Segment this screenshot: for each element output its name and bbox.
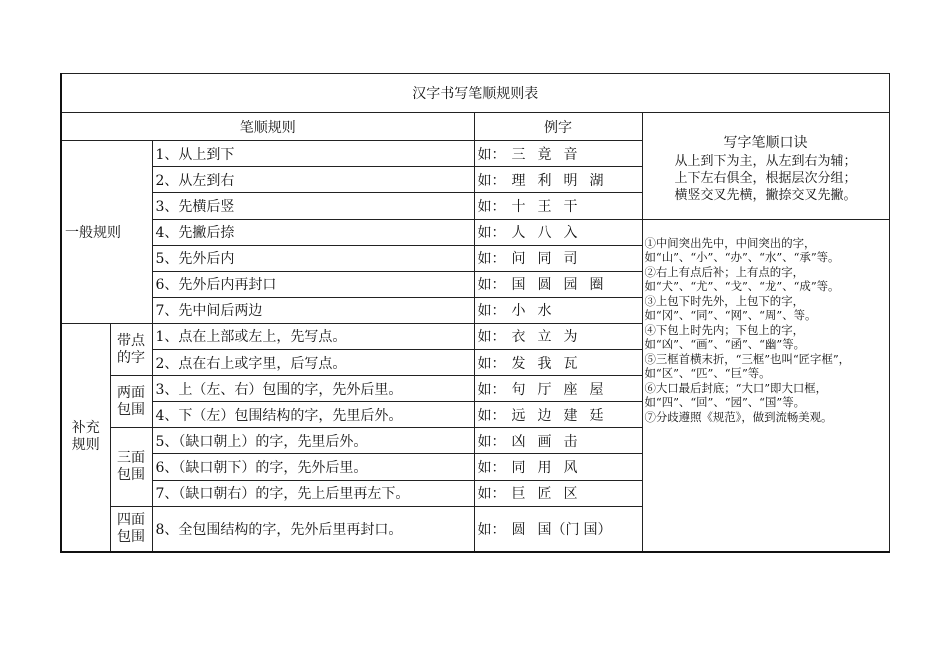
table-row: [61, 219, 889, 245]
rhyme-line: 横竖交叉先横，撇捺交叉先撇。: [674, 187, 857, 203]
example-char: 水: [537, 303, 552, 320]
example-cell: [474, 245, 642, 271]
example-char: 为: [563, 329, 578, 346]
example-char: 座: [563, 381, 578, 398]
example-prefix: 如：: [477, 303, 506, 320]
example-char: 远: [511, 407, 526, 424]
example-char: 司: [563, 251, 578, 268]
example-char: 我: [537, 355, 552, 372]
note-item: ⑦分歧遵照《规范》，做到流畅美观。: [644, 409, 833, 424]
example-char: 画: [537, 433, 552, 450]
rule-text: 8、全包围结构的字，先外后里再封口。: [152, 506, 474, 552]
group-label-line: 包围: [117, 466, 145, 483]
example-char: 干: [563, 199, 578, 216]
rule-text: 2、点在右上或字里，后写点。: [152, 350, 474, 376]
rule-text: 1、点在上部或左上，先写点。: [152, 323, 474, 349]
example-cell: [474, 167, 642, 193]
example-char: 圆: [511, 521, 526, 538]
note-item: ②右上有点后补；上有点的字，如“犬”、“尤”、“戈”、“龙”、“成”等。: [644, 264, 840, 293]
rule-text: 7、（缺口朝右）的字，先上后里再左下。: [152, 480, 474, 506]
example-char: 击: [563, 433, 578, 450]
example-char: 巨: [511, 486, 526, 503]
example-cell: [474, 376, 642, 402]
group-label: [110, 376, 152, 428]
rule-text: 7、先中间后两边: [152, 297, 474, 323]
example-prefix: 如：: [477, 521, 506, 538]
rule-text: 5、（缺口朝上）的字，先里后外。: [152, 428, 474, 454]
example-char: 厅: [537, 381, 552, 398]
example-prefix: 如：: [477, 407, 506, 424]
example-cell: [474, 271, 642, 297]
group-label-line: 包围: [117, 528, 145, 545]
example-char: 人: [511, 225, 526, 242]
example-char: 王: [537, 199, 552, 216]
note-item: ③上包下时先外，上包下的字，如“冈”、“同”、“网”、“周”、等。: [644, 293, 817, 322]
table-title: 汉字书写笔顺规则表: [61, 74, 889, 113]
supplement-category-line: 规则: [71, 437, 100, 454]
supplement-category-line: 补充: [71, 420, 100, 437]
example-char: 句: [511, 381, 526, 398]
example-char: 廷: [589, 407, 604, 424]
group-label-line: 两面: [117, 384, 145, 401]
note-item: ①中间突出先中，中间突出的字，如“山”、“小”、“办”、“水”、“承”等。: [644, 235, 840, 264]
example-char: 匠: [537, 486, 552, 503]
rule-text: 3、先横后竖: [152, 193, 474, 219]
example-prefix: 如：: [477, 146, 506, 163]
example-prefix: 如：: [477, 225, 506, 242]
example-char: 八: [537, 225, 552, 242]
note-item: ④下包上时先内；下包上的字，如“凶”、“画”、“函”、“幽”等。: [644, 322, 805, 351]
example-cell: [474, 219, 642, 245]
example-char: 问: [511, 251, 526, 268]
example-prefix: 如：: [477, 199, 506, 216]
example-char: 音: [563, 146, 578, 163]
group-label-line: 带点: [117, 332, 145, 349]
rule-text: 4、先撇后捺: [152, 219, 474, 245]
group-label-line: 的字: [117, 349, 145, 366]
example-char: 小: [511, 303, 526, 320]
example-char: 瓦: [563, 355, 578, 372]
example-char: 十: [511, 199, 526, 216]
example-char: 圆: [537, 277, 552, 294]
example-char: 衣: [511, 329, 526, 346]
example-prefix: 如：: [477, 486, 506, 503]
example-char: 湖: [589, 172, 604, 189]
example-char: 明: [563, 172, 578, 189]
example-char: 国（门: [537, 521, 580, 538]
rule-text: 4、下（左）包围结构的字，先里后外。: [152, 402, 474, 428]
example-prefix: 如：: [477, 355, 506, 372]
example-char: 国: [511, 277, 526, 294]
example-cell: [474, 323, 642, 349]
group-label-line: 包围: [117, 401, 145, 418]
example-cell: [474, 297, 642, 323]
rule-text: 6、（缺口朝下）的字，先外后里。: [152, 454, 474, 480]
example-cell: [474, 350, 642, 376]
rule-text: 2、从左到右: [152, 167, 474, 193]
example-char: 圈: [589, 277, 604, 294]
example-char: 建: [563, 407, 578, 424]
example-char: 用: [537, 459, 552, 476]
group-label-line: 四面: [117, 511, 145, 528]
example-char: 同: [511, 459, 526, 476]
example-cell: [474, 454, 642, 480]
example-char: 立: [537, 329, 552, 346]
notes-cell: [642, 219, 889, 552]
group-label: [110, 506, 152, 552]
example-prefix: 如：: [477, 277, 506, 294]
example-char: 竟: [537, 146, 552, 163]
example-char: 风: [563, 459, 578, 476]
rule-text: 3、上（左、右）包围的字，先外后里。: [152, 376, 474, 402]
rule-text: 5、先外后内: [152, 245, 474, 271]
example-char: 区: [563, 486, 578, 503]
rhyme-cell: [642, 112, 889, 219]
example-cell: [474, 141, 642, 167]
rhyme-title: 写字笔顺口诀: [723, 134, 808, 151]
note-item: ⑥大口最后封底；“大口”即大口框，如“四”、“回”、“园”、“国”等。: [644, 380, 828, 409]
group-label-line: 三面: [117, 449, 145, 466]
example-prefix: 如：: [477, 381, 506, 398]
example-prefix: 如：: [477, 433, 506, 450]
general-category: 一般规则: [61, 141, 152, 324]
example-prefix: 如：: [477, 459, 506, 476]
example-char: 国）: [583, 521, 612, 538]
note-item: ⑤三框首横末折，“三框”也叫“匠字框”，如“区”、“匹”、“巨”等。: [644, 351, 851, 380]
example-char: 园: [563, 277, 578, 294]
example-header: 例字: [474, 112, 642, 141]
example-cell: [474, 506, 642, 552]
example-char: 三: [511, 146, 526, 163]
example-cell: [474, 428, 642, 454]
example-char: 利: [537, 172, 552, 189]
example-cell: [474, 193, 642, 219]
group-label: [110, 323, 152, 375]
rule-header: 笔顺规则: [61, 112, 474, 141]
group-label: [110, 428, 152, 506]
notes-block: [643, 220, 889, 424]
example-char: 同: [537, 251, 552, 268]
example-prefix: 如：: [477, 251, 506, 268]
rhyme-line: 上下左右俱全，根据层次分组；: [674, 170, 857, 186]
rule-text: 1、从上到下: [152, 141, 474, 167]
supplement-category: [61, 323, 110, 552]
stroke-order-table: [60, 73, 890, 553]
rhyme-block: [643, 113, 889, 204]
example-char: 发: [511, 355, 526, 372]
example-char: 入: [563, 225, 578, 242]
rhyme-line: 从上到下为主，从左到右为辅；: [674, 153, 857, 169]
rule-text: 6、先外后内再封口: [152, 271, 474, 297]
example-char: 边: [537, 407, 552, 424]
example-char: 凶: [511, 433, 526, 450]
example-cell: [474, 480, 642, 506]
example-char: 理: [511, 172, 526, 189]
example-char: 屋: [589, 381, 604, 398]
example-prefix: 如：: [477, 172, 506, 189]
example-cell: [474, 402, 642, 428]
example-prefix: 如：: [477, 329, 506, 346]
